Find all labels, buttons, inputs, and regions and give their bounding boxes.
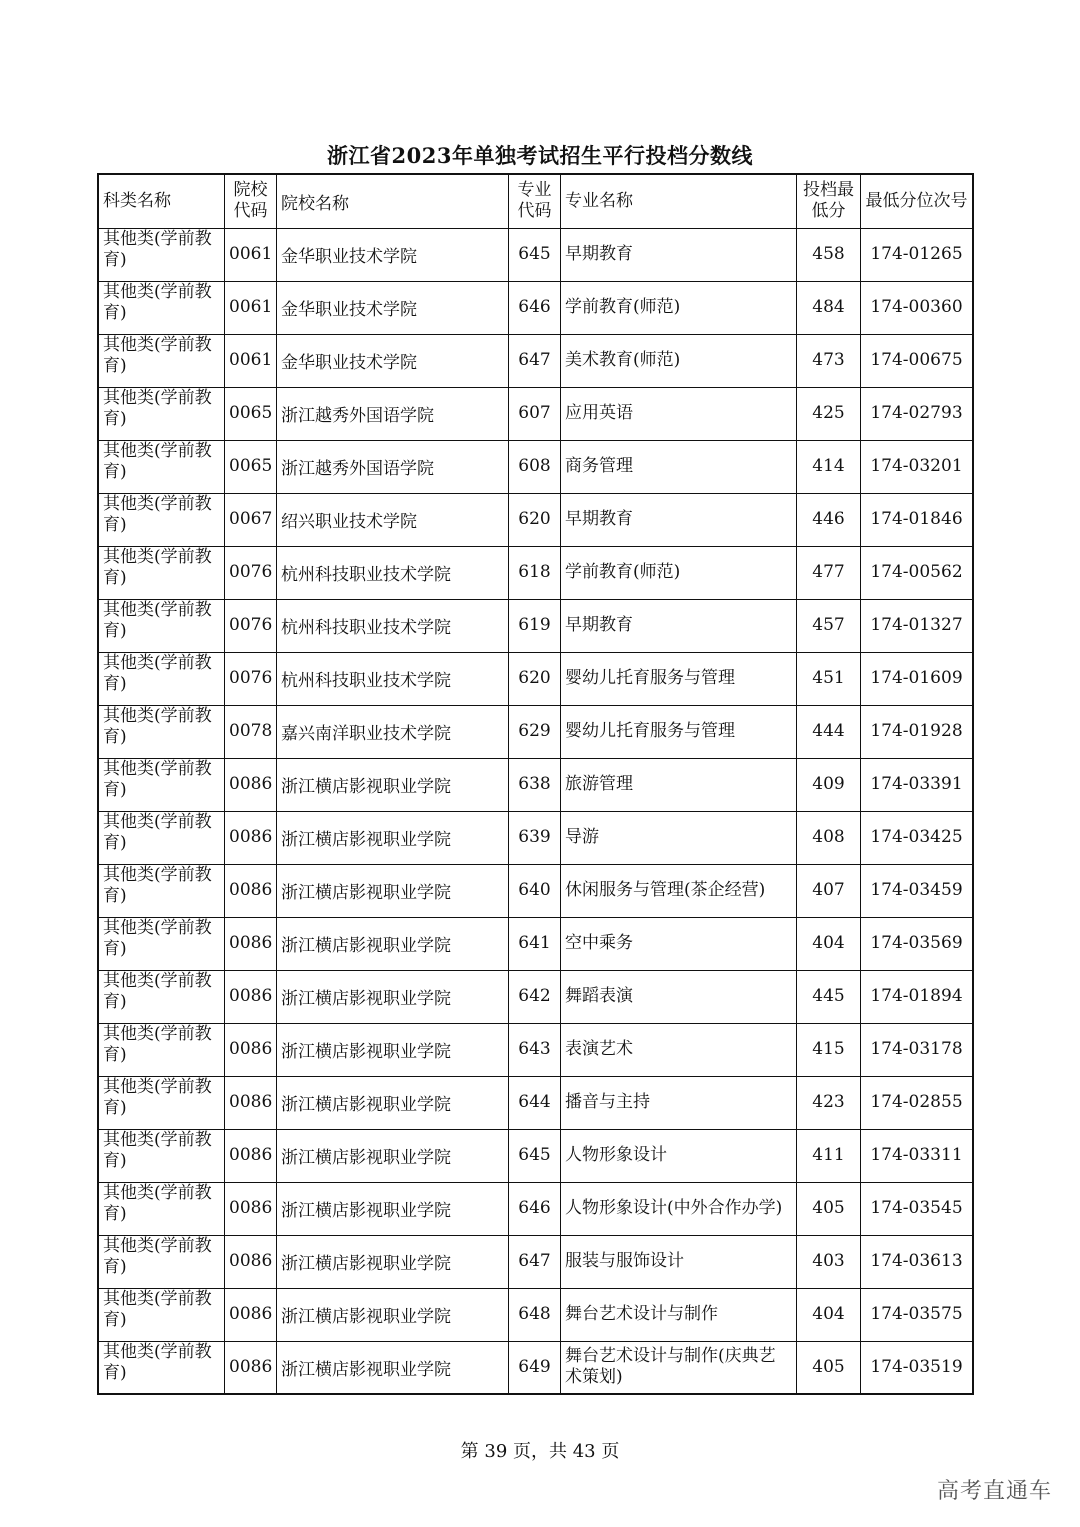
table-row — [98, 1182, 973, 1235]
cell-school-name: 浙江横店影视职业学院 — [277, 864, 509, 917]
table-row — [98, 1235, 973, 1288]
cell-school-name: 浙江横店影视职业学院 — [277, 811, 509, 864]
cell-rank: 174-01894 — [861, 970, 974, 1023]
cell-rank: 174-03575 — [861, 1288, 974, 1341]
table-row — [98, 864, 973, 917]
cell-min-score: 405 — [797, 1182, 861, 1235]
header-major-name: 专业名称 — [561, 174, 797, 228]
cell-type: 其他类(学前教育) — [98, 758, 225, 811]
cell-school-name: 浙江横店影视职业学院 — [277, 1235, 509, 1288]
cell-rank: 174-01846 — [861, 493, 974, 546]
cell-major-name: 商务管理 — [561, 440, 797, 493]
cell-type: 其他类(学前教育) — [98, 387, 225, 440]
cell-major-name: 舞蹈表演 — [561, 970, 797, 1023]
cell-major-name: 休闲服务与管理(茶企经营) — [561, 864, 797, 917]
table-row — [98, 281, 973, 334]
page-footer: 第 39 页，共 43 页 — [460, 1441, 620, 1462]
cell-school-name: 浙江横店影视职业学院 — [277, 1129, 509, 1182]
cell-type: 其他类(学前教育) — [98, 864, 225, 917]
cell-rank: 174-03201 — [861, 440, 974, 493]
cell-min-score: 408 — [797, 811, 861, 864]
cell-major-name: 人物形象设计 — [561, 1129, 797, 1182]
cell-major-code: 638 — [509, 758, 561, 811]
table-row — [98, 546, 973, 599]
cell-min-score: 451 — [797, 652, 861, 705]
cell-school-code: 0086 — [225, 1182, 277, 1235]
cell-rank: 174-02793 — [861, 387, 974, 440]
cell-major-code: 618 — [509, 546, 561, 599]
page-title: 浙江省2023年单独考试招生平行投档分数线 — [327, 143, 753, 168]
cell-min-score: 458 — [797, 228, 861, 281]
cell-major-name: 应用英语 — [561, 387, 797, 440]
cell-rank: 174-03425 — [861, 811, 974, 864]
cell-min-score: 415 — [797, 1023, 861, 1076]
cell-rank: 174-01265 — [861, 228, 974, 281]
table-row — [98, 1288, 973, 1341]
cell-school-code: 0061 — [225, 228, 277, 281]
cell-type: 其他类(学前教育) — [98, 1235, 225, 1288]
cell-school-code: 0067 — [225, 493, 277, 546]
cell-rank: 174-03459 — [861, 864, 974, 917]
table-row — [98, 1023, 973, 1076]
cell-type: 其他类(学前教育) — [98, 917, 225, 970]
cell-min-score: 404 — [797, 1288, 861, 1341]
cell-school-name: 金华职业技术学院 — [277, 334, 509, 387]
table-row — [98, 1129, 973, 1182]
cell-type: 其他类(学前教育) — [98, 546, 225, 599]
cell-school-code: 0076 — [225, 546, 277, 599]
cell-school-name: 杭州科技职业技术学院 — [277, 599, 509, 652]
cell-min-score: 446 — [797, 493, 861, 546]
cell-major-code: 644 — [509, 1076, 561, 1129]
cell-school-name: 浙江横店影视职业学院 — [277, 1023, 509, 1076]
cell-rank: 174-03519 — [861, 1341, 974, 1394]
cell-min-score: 414 — [797, 440, 861, 493]
cell-major-name: 舞台艺术设计与制作 — [561, 1288, 797, 1341]
score-table — [97, 173, 974, 1395]
table-row — [98, 387, 973, 440]
cell-major-code: 643 — [509, 1023, 561, 1076]
cell-major-code: 640 — [509, 864, 561, 917]
cell-major-name: 学前教育(师范) — [561, 281, 797, 334]
cell-school-code: 0086 — [225, 811, 277, 864]
cell-school-code: 0061 — [225, 334, 277, 387]
cell-school-name: 浙江越秀外国语学院 — [277, 440, 509, 493]
cell-type: 其他类(学前教育) — [98, 228, 225, 281]
cell-school-code: 0086 — [225, 917, 277, 970]
cell-rank: 174-01609 — [861, 652, 974, 705]
cell-major-code: 647 — [509, 334, 561, 387]
cell-school-name: 金华职业技术学院 — [277, 228, 509, 281]
cell-rank: 174-01327 — [861, 599, 974, 652]
cell-rank: 174-03569 — [861, 917, 974, 970]
cell-school-code: 0076 — [225, 599, 277, 652]
table-row — [98, 493, 973, 546]
cell-school-name: 浙江横店影视职业学院 — [277, 1182, 509, 1235]
cell-type: 其他类(学前教育) — [98, 281, 225, 334]
cell-min-score: 409 — [797, 758, 861, 811]
cell-type: 其他类(学前教育) — [98, 1288, 225, 1341]
cell-type: 其他类(学前教育) — [98, 811, 225, 864]
cell-major-name: 早期教育 — [561, 493, 797, 546]
cell-type: 其他类(学前教育) — [98, 334, 225, 387]
cell-major-name: 导游 — [561, 811, 797, 864]
cell-school-code: 0086 — [225, 1235, 277, 1288]
table-row — [98, 811, 973, 864]
cell-major-code: 620 — [509, 652, 561, 705]
cell-min-score: 477 — [797, 546, 861, 599]
cell-rank: 174-00675 — [861, 334, 974, 387]
cell-school-name: 浙江越秀外国语学院 — [277, 387, 509, 440]
cell-rank: 174-00562 — [861, 546, 974, 599]
cell-min-score: 473 — [797, 334, 861, 387]
cell-min-score: 457 — [797, 599, 861, 652]
cell-major-name: 学前教育(师范) — [561, 546, 797, 599]
cell-major-name: 播音与主持 — [561, 1076, 797, 1129]
cell-school-name: 杭州科技职业技术学院 — [277, 546, 509, 599]
table-row — [98, 758, 973, 811]
header-major-code: 专业代码 — [509, 174, 561, 228]
cell-major-name: 服装与服饰设计 — [561, 1235, 797, 1288]
cell-type: 其他类(学前教育) — [98, 1076, 225, 1129]
cell-school-name: 浙江横店影视职业学院 — [277, 917, 509, 970]
cell-major-name: 人物形象设计(中外合作办学) — [561, 1182, 797, 1235]
cell-major-code: 646 — [509, 281, 561, 334]
cell-rank: 174-03178 — [861, 1023, 974, 1076]
cell-school-code: 0086 — [225, 864, 277, 917]
cell-school-code: 0065 — [225, 387, 277, 440]
cell-school-name: 金华职业技术学院 — [277, 281, 509, 334]
cell-min-score: 407 — [797, 864, 861, 917]
cell-school-name: 浙江横店影视职业学院 — [277, 758, 509, 811]
cell-type: 其他类(学前教育) — [98, 1129, 225, 1182]
cell-school-code: 0076 — [225, 652, 277, 705]
cell-min-score: 411 — [797, 1129, 861, 1182]
cell-rank: 174-03391 — [861, 758, 974, 811]
cell-min-score: 404 — [797, 917, 861, 970]
table-row — [98, 599, 973, 652]
cell-major-name: 舞台艺术设计与制作(庆典艺术策划) — [561, 1341, 797, 1394]
cell-major-code: 629 — [509, 705, 561, 758]
cell-type: 其他类(学前教育) — [98, 652, 225, 705]
cell-major-name: 早期教育 — [561, 599, 797, 652]
cell-school-code: 0065 — [225, 440, 277, 493]
header-school-name: 院校名称 — [277, 174, 509, 228]
cell-school-code: 0086 — [225, 1341, 277, 1394]
cell-major-code: 642 — [509, 970, 561, 1023]
cell-major-code: 639 — [509, 811, 561, 864]
table-row — [98, 1076, 973, 1129]
table-row — [98, 334, 973, 387]
cell-rank: 174-01928 — [861, 705, 974, 758]
cell-school-code: 0086 — [225, 758, 277, 811]
cell-major-name: 婴幼儿托育服务与管理 — [561, 652, 797, 705]
cell-min-score: 423 — [797, 1076, 861, 1129]
cell-major-code: 619 — [509, 599, 561, 652]
cell-school-name: 浙江横店影视职业学院 — [277, 1076, 509, 1129]
cell-school-name: 浙江横店影视职业学院 — [277, 1288, 509, 1341]
cell-school-code: 0086 — [225, 1076, 277, 1129]
table-header-row — [98, 174, 973, 228]
cell-major-name: 婴幼儿托育服务与管理 — [561, 705, 797, 758]
cell-min-score: 425 — [797, 387, 861, 440]
cell-major-code: 649 — [509, 1341, 561, 1394]
cell-school-code: 0086 — [225, 1129, 277, 1182]
cell-school-name: 杭州科技职业技术学院 — [277, 652, 509, 705]
cell-school-name: 绍兴职业技术学院 — [277, 493, 509, 546]
cell-school-name: 浙江横店影视职业学院 — [277, 970, 509, 1023]
cell-major-code: 645 — [509, 228, 561, 281]
cell-type: 其他类(学前教育) — [98, 493, 225, 546]
header-min-score: 投档最低分 — [797, 174, 861, 228]
cell-min-score: 444 — [797, 705, 861, 758]
cell-major-name: 早期教育 — [561, 228, 797, 281]
cell-school-code: 0061 — [225, 281, 277, 334]
cell-rank: 174-03545 — [861, 1182, 974, 1235]
header-type: 科类名称 — [98, 174, 225, 228]
cell-type: 其他类(学前教育) — [98, 1182, 225, 1235]
cell-min-score: 405 — [797, 1341, 861, 1394]
cell-major-code: 646 — [509, 1182, 561, 1235]
cell-major-code: 620 — [509, 493, 561, 546]
cell-type: 其他类(学前教育) — [98, 1023, 225, 1076]
cell-major-code: 607 — [509, 387, 561, 440]
cell-school-name: 嘉兴南洋职业技术学院 — [277, 705, 509, 758]
cell-major-name: 表演艺术 — [561, 1023, 797, 1076]
cell-rank: 174-02855 — [861, 1076, 974, 1129]
cell-school-code: 0086 — [225, 1023, 277, 1076]
cell-major-code: 608 — [509, 440, 561, 493]
cell-major-code: 645 — [509, 1129, 561, 1182]
cell-school-code: 0086 — [225, 1288, 277, 1341]
table-row — [98, 440, 973, 493]
cell-major-name: 旅游管理 — [561, 758, 797, 811]
cell-rank: 174-00360 — [861, 281, 974, 334]
cell-school-code: 0086 — [225, 970, 277, 1023]
table-row — [98, 1341, 973, 1394]
table-row — [98, 970, 973, 1023]
table-row — [98, 705, 973, 758]
cell-min-score: 403 — [797, 1235, 861, 1288]
watermark: 高考直通车 — [936, 1479, 1052, 1504]
table-row — [98, 917, 973, 970]
cell-type: 其他类(学前教育) — [98, 970, 225, 1023]
cell-rank: 174-03613 — [861, 1235, 974, 1288]
cell-major-name: 美术教育(师范) — [561, 334, 797, 387]
cell-type: 其他类(学前教育) — [98, 599, 225, 652]
cell-major-code: 647 — [509, 1235, 561, 1288]
cell-rank: 174-03311 — [861, 1129, 974, 1182]
cell-type: 其他类(学前教育) — [98, 705, 225, 758]
cell-min-score: 484 — [797, 281, 861, 334]
cell-type: 其他类(学前教育) — [98, 440, 225, 493]
cell-school-code: 0078 — [225, 705, 277, 758]
header-school-code: 院校代码 — [225, 174, 277, 228]
cell-major-name: 空中乘务 — [561, 917, 797, 970]
header-rank: 最低分位次号 — [861, 174, 974, 228]
cell-min-score: 445 — [797, 970, 861, 1023]
cell-type: 其他类(学前教育) — [98, 1341, 225, 1394]
table-row — [98, 652, 973, 705]
cell-major-code: 648 — [509, 1288, 561, 1341]
cell-school-name: 浙江横店影视职业学院 — [277, 1341, 509, 1394]
cell-major-code: 641 — [509, 917, 561, 970]
table-row — [98, 228, 973, 281]
